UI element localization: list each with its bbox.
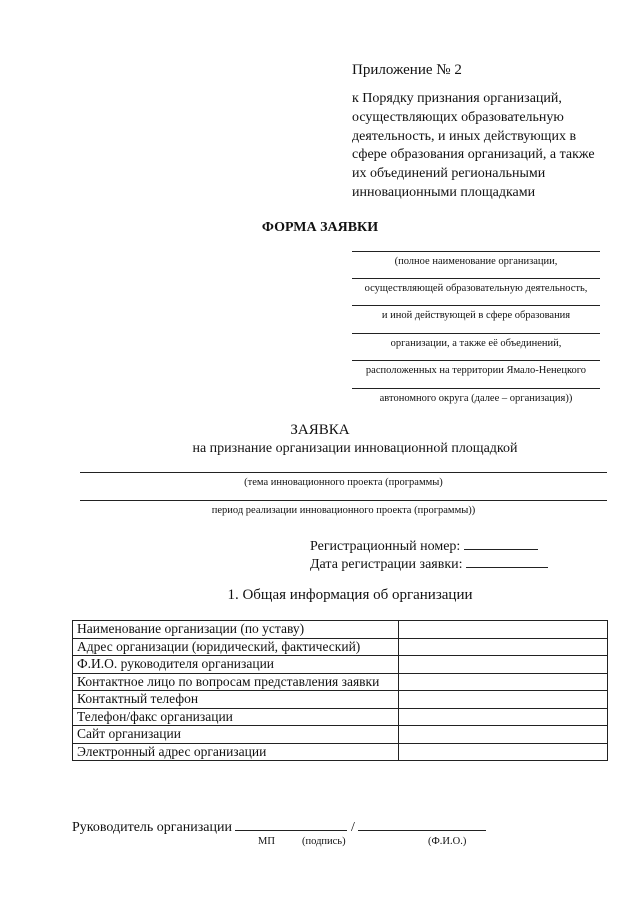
- registration-number-field[interactable]: [464, 537, 538, 550]
- row-value[interactable]: [399, 673, 608, 691]
- mp-caption: МП: [258, 836, 275, 847]
- appendix-line: инновационными площадками: [352, 184, 536, 200]
- row-label: Адрес организации (юридический, фактический): [73, 638, 399, 656]
- table-row: [73, 726, 608, 744]
- row-value[interactable]: [399, 726, 608, 744]
- period-caption: период реализации инновационного проекта (программы)): [211, 505, 476, 516]
- appendix-line: деятельность, и иных действующих в: [352, 128, 577, 144]
- org-caption: осуществляющей образовательную деятельность,: [364, 283, 588, 294]
- org-caption: (полное наименование организации,: [394, 256, 558, 267]
- row-label: Ф.И.О. руководителя организации: [73, 656, 399, 674]
- table-row: [73, 638, 608, 656]
- fio-caption: (Ф.И.О.): [428, 836, 467, 847]
- org-name-line[interactable]: [352, 251, 600, 252]
- fio-field[interactable]: [358, 818, 486, 831]
- table-row: [73, 673, 608, 691]
- appendix-line: их объединений региональными: [352, 166, 546, 182]
- registration-date-field[interactable]: [466, 555, 548, 568]
- form-title: ФОРМА ЗАЯВКИ: [261, 220, 379, 235]
- sign-caption: (подпись): [302, 836, 346, 847]
- signature-label: Руководитель организации: [72, 820, 232, 835]
- row-value[interactable]: [399, 656, 608, 674]
- row-label: Телефон/факс организации: [73, 708, 399, 726]
- registration-number-label: Регистрационный номер:: [310, 539, 461, 554]
- org-name-line[interactable]: [352, 333, 600, 334]
- org-name-line[interactable]: [352, 278, 600, 279]
- project-caption: (тема инновационного проекта (программы): [244, 477, 443, 488]
- org-name-line[interactable]: [352, 305, 600, 306]
- project-topic-line[interactable]: [80, 472, 607, 473]
- application-title: ЗАЯВКА: [290, 422, 350, 438]
- table-row: [73, 621, 608, 639]
- org-caption: организации, а также её объединений,: [390, 338, 562, 349]
- org-caption: и иной действующей в сфере образования: [381, 310, 571, 321]
- row-value[interactable]: [399, 708, 608, 726]
- row-value[interactable]: [399, 621, 608, 639]
- registration-number: [310, 537, 538, 555]
- appendix-line: к Порядку признания организаций,: [352, 91, 562, 106]
- appendix-title: Приложение № 2: [352, 62, 462, 78]
- signature-block: [72, 818, 486, 836]
- table-row: [73, 691, 608, 709]
- row-label: Наименование организации (по уставу): [73, 621, 399, 639]
- org-caption: расположенных на территории Ямало-Ненецкого: [365, 365, 587, 376]
- row-value[interactable]: [399, 638, 608, 656]
- signature-field[interactable]: [235, 818, 347, 831]
- application-subtitle: на признание организации инновационной площадкой: [192, 441, 518, 456]
- appendix-text: [352, 90, 622, 203]
- row-label: Электронный адрес организации: [73, 743, 399, 761]
- row-label: Сайт организации: [73, 726, 399, 744]
- registration-date: [310, 555, 548, 573]
- row-value[interactable]: [399, 743, 608, 761]
- section-title: 1. Общая информация об организации: [227, 587, 473, 603]
- table-row: [73, 743, 608, 761]
- row-value[interactable]: [399, 691, 608, 709]
- table-row: [73, 708, 608, 726]
- registration-date-label: Дата регистрации заявки:: [310, 557, 463, 572]
- row-label: Контактный телефон: [73, 691, 399, 709]
- org-caption: автономного округа (далее – организация)): [379, 393, 573, 404]
- appendix-line: сфере образования организаций, а также: [352, 147, 595, 163]
- row-label: Контактное лицо по вопросам представления заявки: [73, 673, 399, 691]
- project-period-line[interactable]: [80, 500, 607, 501]
- appendix-line: осуществляющих образовательную: [352, 109, 564, 125]
- organization-info-table: [72, 620, 608, 761]
- org-name-line[interactable]: [352, 360, 600, 361]
- signature-separator: /: [350, 820, 355, 835]
- org-name-line[interactable]: [352, 388, 600, 389]
- table-row: [73, 656, 608, 674]
